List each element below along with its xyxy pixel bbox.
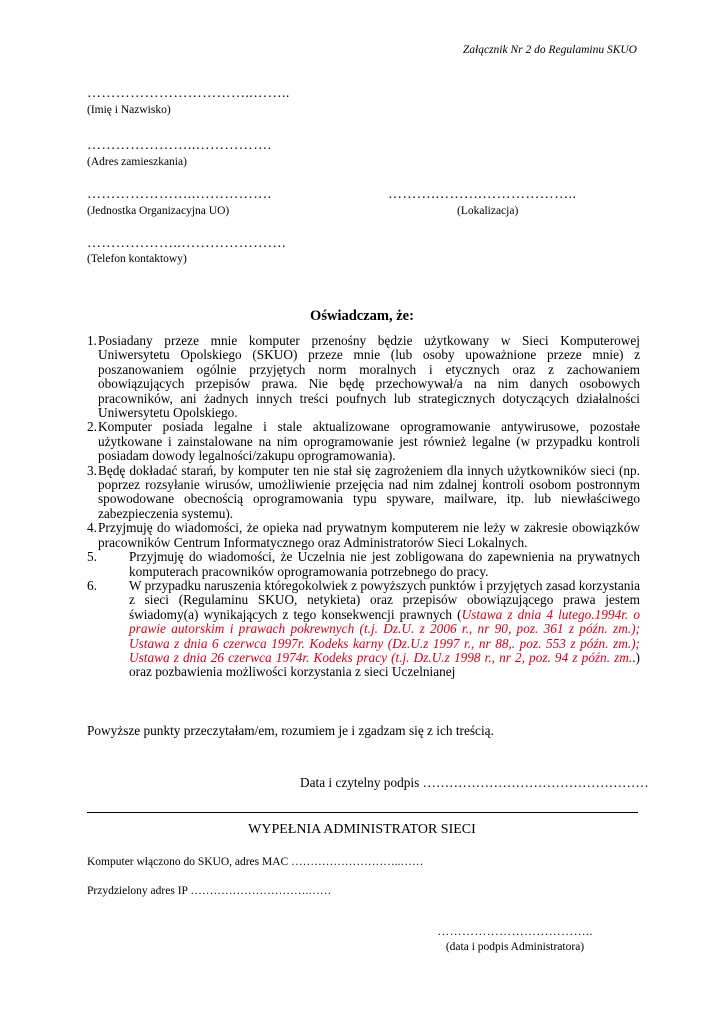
unit-label: (Jednostka Organizacyjna UO) <box>87 205 230 217</box>
item-text <box>129 579 640 680</box>
address-label: (Adres zamieszkania) <box>87 156 187 168</box>
signature-line: Data i czytelny podpis …………………………………………… <box>300 775 649 790</box>
list-item <box>87 334 640 420</box>
item-text: Przyjmuję do wiadomości, że opieka nad prywatnym komputerem nie leży w zakresie obowiązków pracowników Centrum Informatycznego oraz Administratorów Sieci Lokalnych. <box>98 520 640 550</box>
item-number: 5. <box>87 549 97 565</box>
ip-address-line: Przydzielony adres IP ………………………….…… <box>87 885 332 897</box>
item-number: 1. <box>87 333 97 348</box>
phone-dots: ………………..…………………. <box>87 236 286 251</box>
item-text: Będę dokładać starań, by komputer ten nie stał się zagrożeniem dla innych użytkowników sieci (np. poprzez rozsyłanie wirusów, umożliwienie przejęcia nad nim zdalnej kontroli osobom postronnym spowodowane obecnością oprogramowania typu spyware, mailware, itp. lub niewłaściwego zabezpieczenia systemu). <box>98 462 640 521</box>
mac-address-line: Komputer włączono do SKUO, adres MAC ………………………..…… <box>87 856 424 868</box>
location-label: (Lokalizacja) <box>457 205 519 217</box>
name-dots: ……………………………..…….. <box>87 86 290 101</box>
section-divider <box>87 812 638 813</box>
item-text-after: .) oraz pozbawienia możliwości korzystania z sieci Uczelnianej <box>129 649 640 680</box>
list-item <box>87 579 640 680</box>
legal-reference: Ustawa z dnia 4 lutego.1994r. o prawie autorskim i prawach pokrewnych (t.j. Dz.U. z 2006 r., nr 90, poz. 361 z późn. zm.); Ustawa z dnia 6 czerwca 1997r. Kodeks karny (Dz.U.z 1997 r., nr 88,. poz. 553 z późn. zm.); Ustawa z dnia 26 czerwca 1974r. Kodeks pracy (t.j. Dz.U.z 1998 r., nr 2, poz. 94 z późn. zm. <box>129 606 640 665</box>
item-text-before: W przypadku naruszenia któregokolwiek z powyższych punktów i przyjętych zasad korzystania z sieci (Regulaminu SKUO, netykieta) oraz przepisów obowiązującego prawa jestem świadomy(a) wynikających z tego konsekwencji prawnych ( <box>129 577 640 622</box>
name-label: (Imię i Nazwisko) <box>87 104 171 116</box>
declaration-title: Oświadczam, że: <box>310 308 414 324</box>
item-number: 3. <box>87 462 97 478</box>
item-number: 6. <box>87 577 97 593</box>
item-text: Komputer posiada legalne i stale aktualizowane oprogramowanie antywirusowe, pozostałe użytkowane i zainstalowane na nim oprogramowanie jest również legalne (w przypadku kontroli posiadam dowody legalności/zakupu oprogramowania). <box>98 419 640 464</box>
list-item <box>87 464 640 522</box>
attachment-note: Załącznik Nr 2 do Regulaminu SKUO <box>462 44 637 56</box>
list-item <box>87 521 640 550</box>
agreement-statement: Powyższe punkty przeczytałam/em, rozumiem je i zgadzam się z ich treścią. <box>87 723 494 738</box>
item-text: Przyjmuję do wiadomości, że Uczelnia nie jest zobligowana do zapewnienia na prywatnych komputerach pracowników oprogramowania potrzebnego do pracy. <box>129 549 640 579</box>
admin-section-title: WYPEŁNIA ADMINISTRATOR SIECI <box>248 822 476 837</box>
item-text: Posiadany przeze mnie komputer przenośny będzie użytkowany w Sieci Komputerowej Uniwersytetu Opolskiego (SKUO) przeze mnie (lub osoby upoważnione przeze mnie) z poszanowaniem ogólnie przyjętych norm moralnych i etycznych oraz z zachowaniem obowiązujących przepisów prawa. Nie będę przechowywał/a na nim danych osobowych pracowników, ani żadnych innych treści poufnych lub strategicznych dotyczących działalności Uniwersytetu Opolskiego. <box>98 333 640 421</box>
list-item <box>87 550 640 579</box>
location-dots: ……….……….……………….. <box>388 187 577 202</box>
admin-signature-dots: ……………………………….. <box>437 924 593 938</box>
item-number: 2. <box>87 419 97 435</box>
declaration-list <box>87 334 640 680</box>
phone-label: (Telefon kontaktowy) <box>87 253 187 265</box>
item-number: 4. <box>87 520 97 536</box>
address-dots: …………………..……………. <box>87 138 272 153</box>
admin-signature-label: (data i podpis Administratora) <box>445 941 585 953</box>
list-item <box>87 420 640 463</box>
unit-dots: …………………..……………. <box>87 187 272 202</box>
